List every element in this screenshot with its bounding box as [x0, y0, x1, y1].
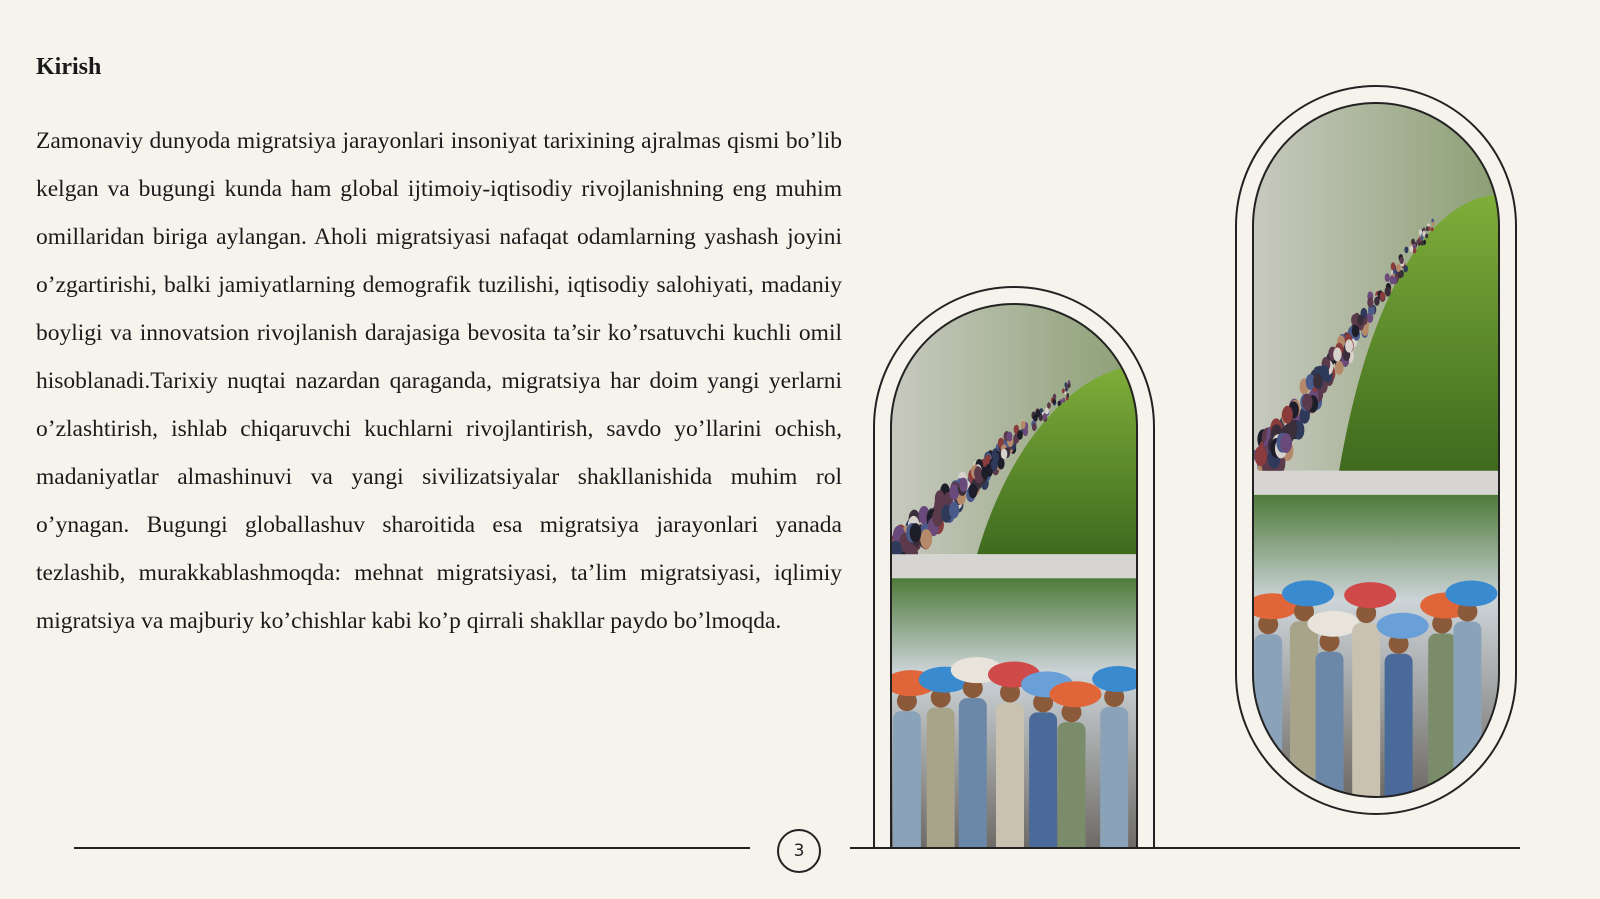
crowd-figure — [935, 490, 945, 507]
crowd-figure — [1052, 399, 1056, 405]
person-body — [1385, 654, 1413, 835]
crowd-figure — [1062, 398, 1065, 403]
arch-frame-left — [873, 286, 1155, 848]
crowd-figure — [1333, 348, 1341, 362]
crowd-figure — [1404, 265, 1408, 272]
crowd-figure — [949, 501, 959, 518]
arch-frame-right — [1235, 85, 1517, 815]
crowd-figure — [1007, 432, 1013, 442]
crowd-figure — [1352, 325, 1360, 338]
people-carrying-bundles-on-heads-photo — [885, 578, 1144, 884]
crowd-figure — [1409, 246, 1413, 252]
crowd-figure — [1045, 408, 1049, 415]
crowd-figure — [991, 459, 998, 471]
crowd-figure — [1282, 406, 1293, 424]
crowd-figure — [1357, 315, 1364, 326]
crowd-figure — [1428, 226, 1431, 231]
crowd-figure — [1067, 393, 1070, 397]
crowd-figure — [1036, 410, 1041, 418]
crowd-walking-on-green-hillside-photo — [1245, 103, 1499, 483]
person-body — [1029, 712, 1057, 874]
crowd-figure — [1313, 374, 1322, 389]
crowd-figure — [959, 478, 968, 492]
crowd-figure — [1001, 449, 1007, 460]
crowd-figure — [1335, 361, 1344, 375]
crowd-figure — [1425, 234, 1428, 239]
carried-bundle — [1050, 681, 1102, 707]
crowd-figure — [1302, 394, 1312, 411]
carried-bundle — [1308, 611, 1360, 637]
person-body — [1100, 707, 1128, 869]
crowd-figure — [1421, 240, 1424, 245]
person-body — [1453, 622, 1481, 803]
person-body — [1428, 634, 1456, 815]
person-body — [959, 698, 987, 860]
crowd-figure — [1404, 247, 1408, 254]
crowd-figure — [1419, 229, 1422, 235]
crowd-figure — [1047, 402, 1051, 408]
crowd-figure — [1280, 433, 1292, 453]
photo-divider — [1253, 471, 1499, 495]
crowd-walking-on-green-hillside-photo — [884, 304, 1137, 567]
carried-bundle — [1344, 582, 1396, 608]
crowd-figure — [1385, 273, 1390, 282]
person-body — [1290, 621, 1318, 802]
carried-bundle — [1377, 613, 1429, 639]
crowd-figure — [1392, 277, 1397, 285]
crowd-figure — [1385, 287, 1391, 296]
crowd-figure — [1431, 227, 1434, 231]
crowd-figure — [1032, 423, 1037, 431]
crowd-figure — [1411, 239, 1415, 245]
crowd-figure — [1017, 430, 1023, 440]
carried-bundle — [1445, 581, 1497, 607]
crowd-figure — [1062, 388, 1065, 393]
crowd-figure — [1255, 446, 1267, 466]
crowd-figure — [981, 467, 989, 480]
crowd-figure — [1420, 235, 1423, 240]
photo-divider — [891, 554, 1137, 578]
crowd-figure — [1400, 257, 1404, 264]
crowd-figure — [1058, 401, 1061, 406]
person-body — [996, 703, 1024, 865]
crowd-figure — [1416, 239, 1419, 245]
crowd-figure — [1391, 262, 1396, 270]
person-body — [1254, 634, 1282, 815]
crowd-figure — [1422, 231, 1425, 236]
page-number-badge: 3 — [777, 829, 821, 873]
crowd-figure — [998, 458, 1005, 470]
carried-bundle — [1282, 580, 1334, 606]
slide-heading: Kirish — [36, 54, 102, 80]
crowd-figure — [1432, 222, 1435, 226]
crowd-figure — [949, 484, 959, 500]
crowd-figure — [1367, 297, 1373, 307]
crowd-figure — [910, 523, 922, 542]
crowd-figure — [1020, 420, 1025, 429]
crowd-figure — [1345, 339, 1353, 352]
crowd-figure — [1396, 264, 1401, 272]
slide-paragraph: Zamonaviy dunyoda migratsiya jarayonlari insoniyat tarixining ajralmas qismi bo’lib kelgan va bugungi kunda ham global ijtimoiy-iqtisodiy rivojlanishning eng muhim omillaridan biriga aylangan. Aholi migratsiyasi nafaqat odamlarning yashash joyini o’zgartirishi, balki jamiyatlarning demografik tuzilishi, iqtisodiy salohiyati, madaniy boyligi va innovatsion rivojlanish darajasiga bevosita ta’sir ko’rsatuvchi kuchli omil hisoblanadi.Tarixiy nuqtai nazardan qaraganda, migratsiya har doim yangi yerlarni o’zlashtirish, ishlab chiqaruvchi kuchlarni rivojlantirish, savdo yo’llarini ochish, madaniyatlar almashinuvi va yangi sivilizatsiyalar shakllanishida muhim rol o’ynagan. Bugungi globallashuv sharoitida esa migratsiya jarayonlari yanada tezlashib, murakkablashmoqda: mehnat migratsiyasi, ta’lim migratsiyasi, iqlimiy migratsiya va majburiy ko’chishlar kabi ko’p qirrali shakllar paydo bo’lmoqda. — [36, 128, 842, 634]
crowd-figure — [968, 484, 977, 499]
crowd-figure — [1380, 292, 1386, 301]
person-body — [1352, 623, 1380, 804]
footer-rule-left — [74, 847, 750, 849]
crowd-figure — [1068, 383, 1071, 387]
person-body — [1058, 722, 1086, 884]
crowd-figure — [920, 529, 932, 549]
person-body — [927, 708, 955, 870]
